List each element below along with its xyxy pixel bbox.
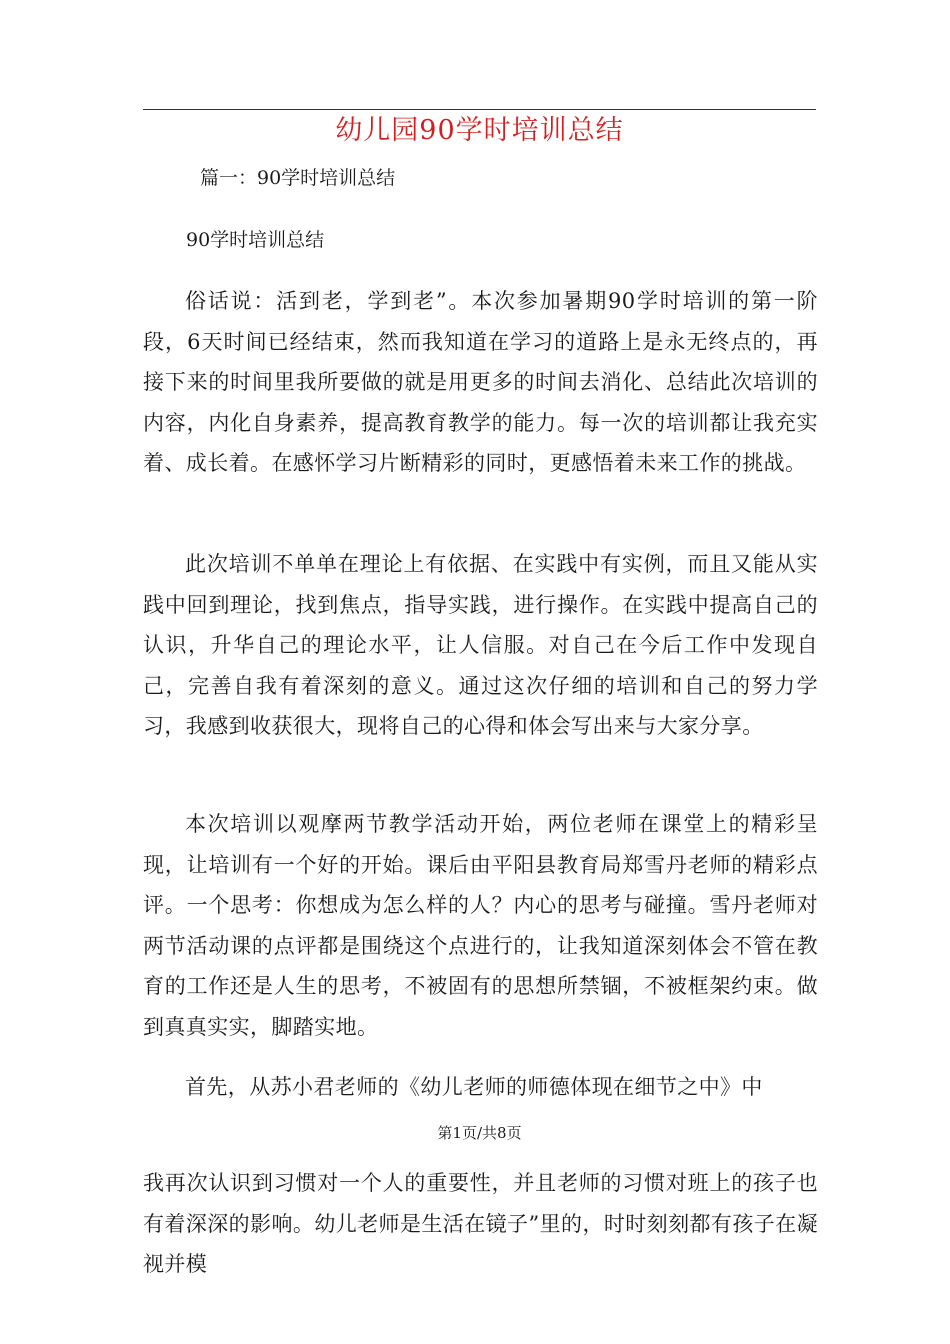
paragraph: 首先，从苏小君老师的《幼儿老师的师德体现在细节之中》中	[185, 1075, 763, 1099]
paragraph: 本次培训以观摩两节教学活动开始，两位老师在课堂上的精彩呈现，让培训有一个好的开始。课后由平阳县教育局郑雪丹老师的精彩点评。一个思考：你想成为怎么样的人？内心的思考与碰撞。雪丹老师对两节活动课的点评都是围绕这个点进行的，让我知道深刻体会不管在教育的工作还是人生的思考，不被固有的思想所禁锢，不被框架约束。做到真真实实，脚踏实地。	[143, 812, 818, 1039]
sub-heading: 90学时培训总结	[186, 229, 325, 251]
paragraph: 俗话说：活到老，学到老”。本次参加暑期90学时培训的第一阶段，6天时间已经结束，然而我知道在学习的道路上是永无终点的，再接下来的时间里我所要做的就是用更多的时间去消化、总结此次培训的内容，内化自身素养，提高教育教学的能力。每一次的培训都让我充实着、成长着。在感怀学习片断精彩的同时，更感悟着未来工作的挑战。	[143, 289, 818, 475]
paragraph: 此次培训不单单在理论上有依据、在实践中有实例，而且又能从实践中回到理论，找到焦点，指导实践，进行操作。在实践中提高自己的认识，升华自己的理论水平，让人信服。对自己在今后工作中发现自己，完善自我有着深刻的意义。通过这次仔细的培训和自己的努力学习，我感到收获很大，现将自己的心得和体会写出来与大家分享。	[143, 552, 818, 738]
document-title: 幼儿园90学时培训总结	[335, 115, 624, 146]
header-rule	[143, 109, 816, 110]
section-heading: 篇一：90学时培训总结	[200, 167, 396, 189]
paragraph-continued: 我再次认识到习惯对一个人的重要性，并且老师的习惯对班上的孩子也有着深深的影响。幼儿老师是生活在镜子”里的，时时刻刻都有孩子在凝视并模	[143, 1171, 818, 1276]
page-number-footer: 第1页/共8页	[437, 1124, 522, 1142]
